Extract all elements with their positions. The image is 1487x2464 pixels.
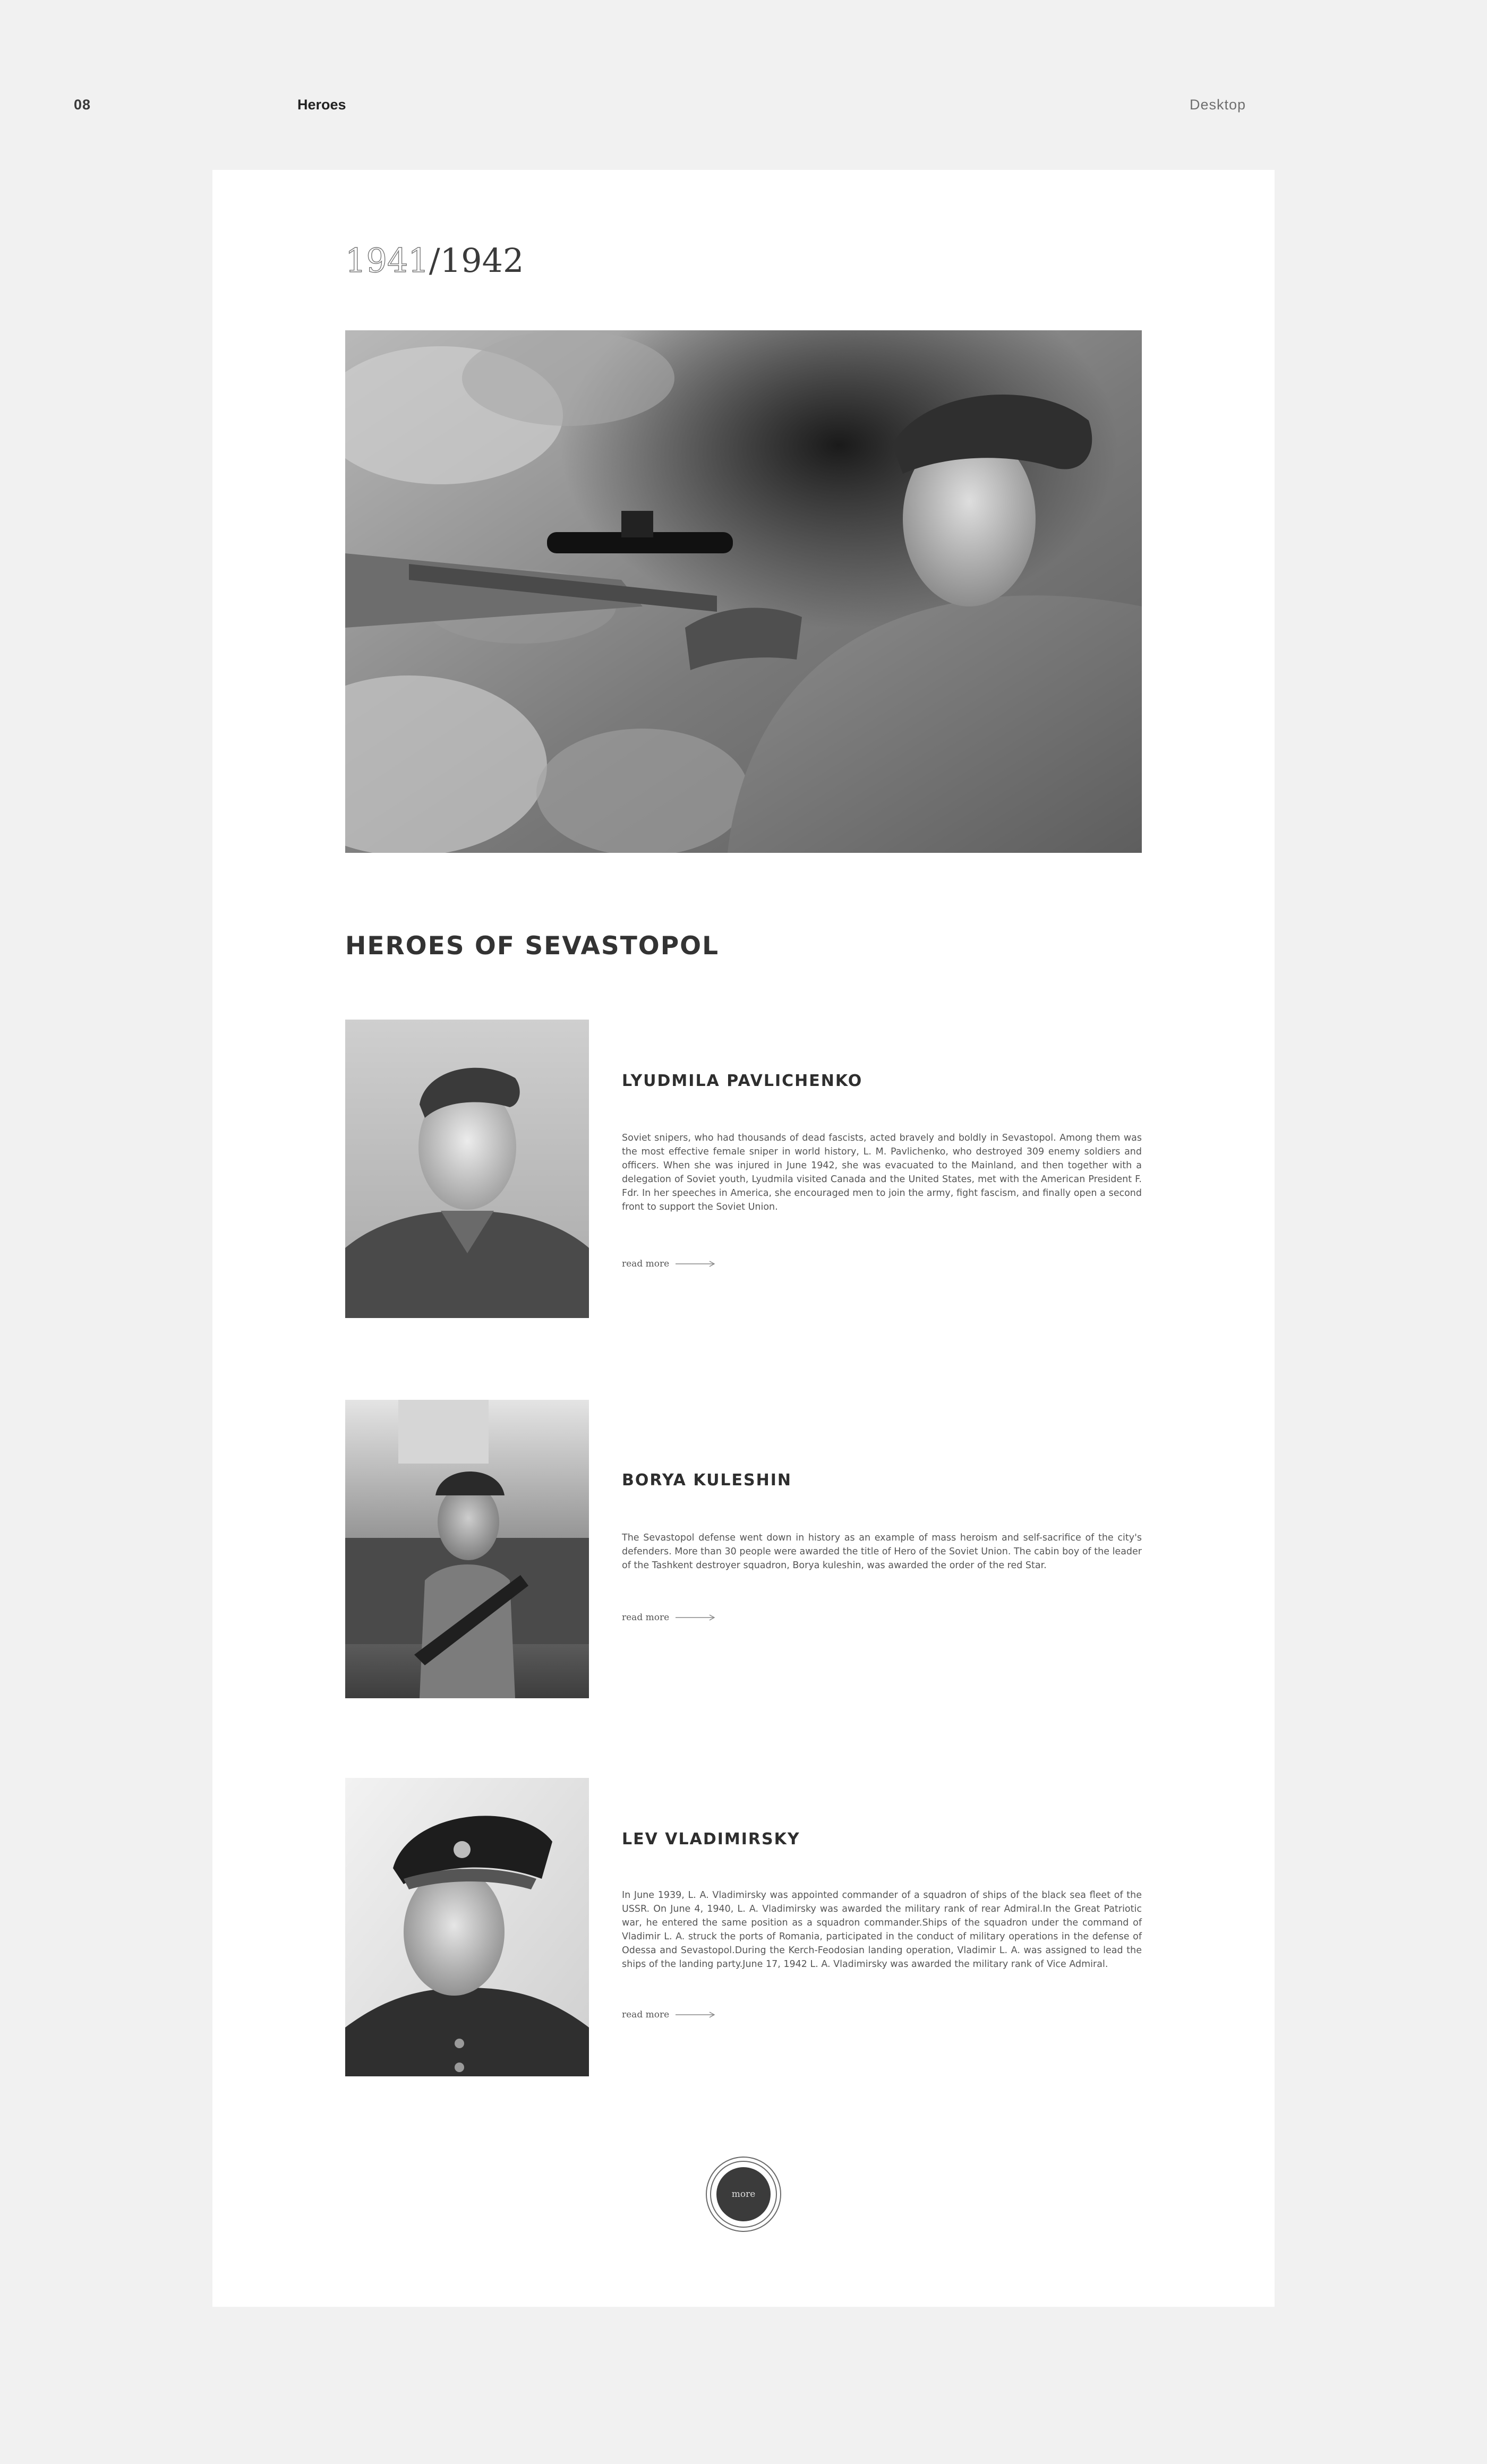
arrow-right-icon	[676, 1260, 716, 1268]
read-more-label: read more	[622, 2009, 670, 2020]
year-separator: /	[429, 241, 440, 280]
period-heading	[345, 241, 524, 280]
portrait-vladimirsky	[345, 1778, 589, 2076]
hero-entry-kuleshin	[345, 1400, 1142, 1698]
arrow-right-icon	[676, 1614, 716, 1621]
read-more-label: read more	[622, 1612, 670, 1623]
portrait-kuleshin	[345, 1400, 589, 1698]
more-button-core	[716, 2167, 771, 2221]
hero-entry-vladimirsky	[345, 1778, 1142, 2076]
section-title: HEROES OF SEVASTOPOL	[345, 931, 720, 961]
main-photo-image	[345, 330, 1142, 853]
more-button[interactable]	[706, 2157, 781, 2232]
more-button-label: more	[731, 2189, 756, 2200]
hero-description: In June 1939, L. A. Vladimirsky was appointed commander of a squadron of ships of the black sea fleet of the USSR. On June 4, 1940, L. A. Vladimirsky was awarded the military rank of rear Admiral.In the Great Patriotic war, he entered the same position as a squadron commander.Ships of the squadron under the command of Vladimir L. A. struck the ports of Romania, participated in the conduct of military operations in the defense of Odessa and Sevastopol.During the Kerch-Feodosian landing operation, Vladimir L. A. was assigned to lead the ships of the landing party.June 17, 1942 L. A. Vladimirsky was awarded the military rank of Vice Admiral.	[622, 1890, 1142, 1970]
hero-name: LYUDMILA PAVLICHENKO	[622, 1072, 863, 1090]
page-label: Heroes	[297, 97, 346, 113]
main-photo-sniper	[345, 330, 1142, 853]
read-more-link[interactable]	[622, 1259, 716, 1269]
read-more-label: read more	[622, 1259, 670, 1269]
portrait-vladimirsky-image	[345, 1778, 589, 2076]
hero-name: LEV VLADIMIRSKY	[622, 1830, 800, 1849]
hero-description: Soviet snipers, who had thousands of dead fascists, acted bravely and boldly in Sevastopol. Among them was the most effective female sniper in world history, L. M. Pavlichenko, who destroyed 309 enemy soldiers and officers. When she was injured in June 1942, she was evacuated to the Mainland, and then together with a delegation of Soviet youth, Lyudmila visited Canada and the United States, met with the American President F. Fdr. In her speeches in America, she encouraged men to join the army, fight fascism, and finally open a second front to support the Soviet Union.	[622, 1133, 1142, 1212]
end-year: 1942	[440, 241, 524, 280]
read-more-link[interactable]	[622, 2009, 716, 2020]
portrait-pavlichenko	[345, 1020, 589, 1318]
start-year: 1941	[345, 241, 429, 280]
portrait-kuleshin-image	[345, 1400, 589, 1698]
portrait-pavlichenko-image	[345, 1020, 589, 1318]
content-card	[212, 170, 1275, 2307]
more-button-ring	[710, 2161, 777, 2228]
hero-entry-pavlichenko	[345, 1020, 1142, 1318]
hero-name: BORYA KULESHIN	[622, 1471, 792, 1490]
read-more-link[interactable]	[622, 1612, 716, 1623]
hero-description: The Sevastopol defense went down in history as an example of mass heroism and self-sacrifice of the city's defenders. More than 30 people were awarded the title of Hero of the Soviet Union. The cabin boy of the leader of the Tashkent destroyer squadron, Borya kuleshin, was awarded the order of the red Star.	[622, 1533, 1142, 1571]
arrow-right-icon	[676, 2011, 716, 2018]
device-label: Desktop	[1190, 97, 1246, 113]
page-number: 08	[74, 97, 91, 113]
